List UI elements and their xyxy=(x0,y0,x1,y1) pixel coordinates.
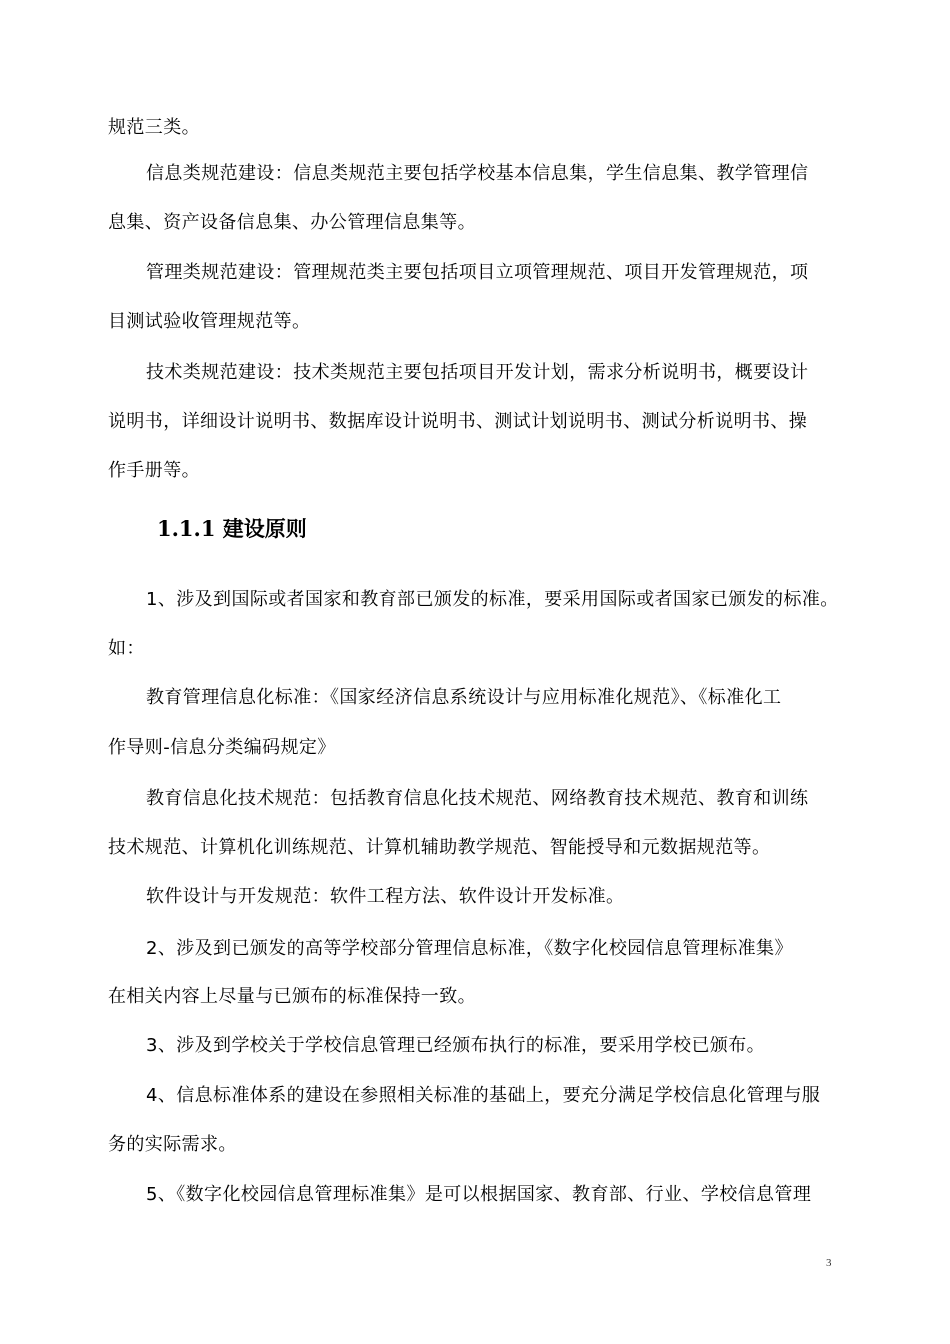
body-line: 目测试验收管理规范等。 xyxy=(108,311,311,332)
body-line: 务的实际需求。 xyxy=(108,1134,237,1155)
body-line: 管理类规范建设：管理规范类主要包括项目立项管理规范、项目开发管理规范，项 xyxy=(146,262,809,283)
body-line: 作手册等。 xyxy=(108,460,200,481)
body-line: 信息类规范建设：信息类规范主要包括学校基本信息集，学生信息集、教学管理信 xyxy=(146,163,809,184)
body-line: 2、涉及到已颁发的高等学校部分管理信息标准，《数字化校园信息管理标准集》 xyxy=(146,938,793,959)
body-line: 1、涉及到国际或者国家和教育部已颁发的标准，要采用国际或者国家已颁发的标准。 xyxy=(146,589,839,610)
page-number: 3 xyxy=(826,1257,832,1269)
body-line: 息集、资产设备信息集、办公管理信息集等。 xyxy=(108,212,476,233)
body-line: 5、《数字化校园信息管理标准集》是可以根据国家、教育部、行业、学校信息管理 xyxy=(146,1184,812,1205)
body-line: 规范三类。 xyxy=(108,117,200,138)
body-line: 4、信息标准体系的建设在参照相关标准的基础上，要充分满足学校信息化管理与服 xyxy=(146,1085,821,1106)
body-line: 教育信息化技术规范：包括教育信息化技术规范、网络教育技术规范、教育和训练 xyxy=(146,788,809,809)
body-line: 如： xyxy=(108,638,145,659)
body-line: 技术类规范建设：技术类规范主要包括项目开发计划，需求分析说明书，概要设计 xyxy=(146,362,809,383)
body-line: 技术规范、计算机化训练规范、计算机辅助教学规范、智能授导和元数据规范等。 xyxy=(108,837,771,858)
body-line: 作导则-信息分类编码规定》 xyxy=(108,737,336,758)
body-line: 说明书，详细设计说明书、数据库设计说明书、测试计划说明书、测试分析说明书、操 xyxy=(108,411,808,432)
body-line: 软件设计与开发规范：软件工程方法、软件设计开发标准。 xyxy=(146,886,625,907)
body-line: 在相关内容上尽量与已颁布的标准保持一致。 xyxy=(108,986,476,1007)
body-line: 教育管理信息化标准：《国家经济信息系统设计与应用标准化规范》、《标准化工 xyxy=(146,687,782,708)
body-line: 3、涉及到学校关于学校信息管理已经颁布执行的标准，要采用学校已颁布。 xyxy=(146,1035,766,1056)
section-heading: 1.1.1 建设原则 xyxy=(157,516,307,541)
